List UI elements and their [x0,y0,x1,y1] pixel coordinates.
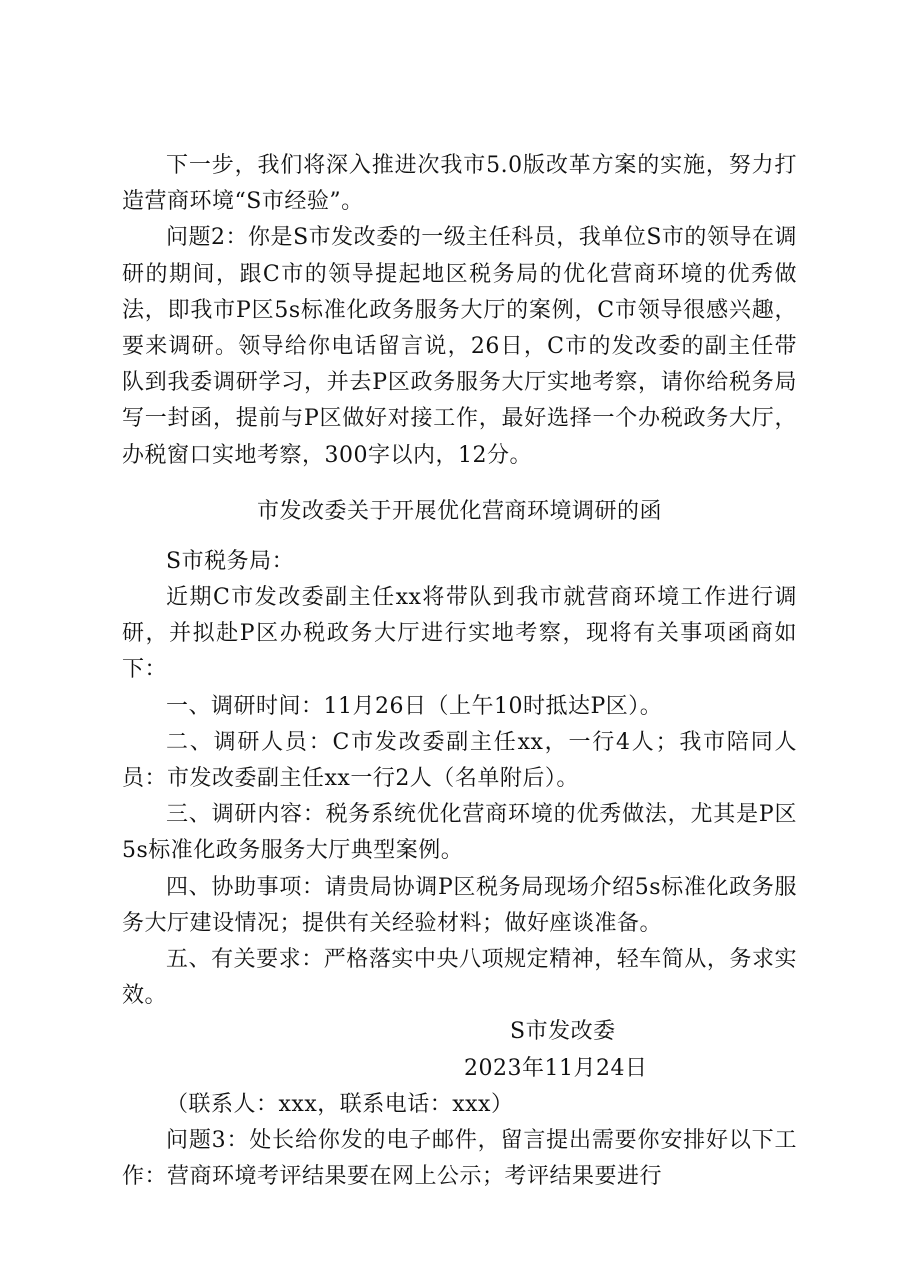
signature-date: 2023年11月24日 [464,1055,648,1081]
letter-item-personnel: 二、调研人员：C市发改委副主任xx，一行4人；我市陪同人员：市发改委副主任xx一行2人（名单附后）。 [122,729,797,792]
letter-item-requirements: 五、有关要求：严格落实中央八项规定精神，轻车简从，务求实效。 [122,947,797,1009]
letter-item-content: 三、调研内容：税务系统优化营商环境的优秀做法，尤其是P区5s标准化政务服务大厅典型案例。 [122,802,797,864]
letter-title: 市发改委关于开展优化营商环境调研的函 [256,498,662,524]
signature-org: S市发改委 [510,1019,616,1045]
letter-item-time: 一、调研时间：11月26日（上午10时抵达P区）。 [166,693,663,719]
contact-line: （联系人：xxx，联系电话：xxx） [166,1091,514,1117]
paragraph-next-step: 下一步，我们将深入推进次我市5.0版改革方案的实施，努力打造营商环境“S市经验”。 [122,153,797,215]
document-page [122,148,797,1195]
letter-salutation: S市税务局： [166,548,295,574]
question-2-paragraph: 问题2：你是S市发改委的一级主任科员，我单位S市的领导在调研的期间，跟C市的领导提起地区税务局的优化营商环境的优秀做法，即我市P区5s标准化政务服务大厅的案例，C市领导很感兴趣，要来调研。领导给你电话留言说，26日，C市的发改委的副主任带队到我委调研学习，并去P区政务服务大厅实地考察，请你给税务局写一封函，提前与P区做好对接工作，最好选择一个办税政务大厅，办税窗口实地考察，300字以内，12分。 [122,225,797,468]
letter-item-assistance: 四、协助事项：请贵局协调P区税务局现场介绍5s标准化政务服务大厅建设情况；提供有关经验材料；做好座谈准备。 [122,874,797,936]
question-3-paragraph: 问题3：处长给你发的电子邮件，留言提出需要你安排好以下工作：营商环境考评结果要在网上公示；考评结果要进行 [122,1128,797,1190]
letter-body: 近期C市发改委副主任xx将带队到我市就营商环境工作进行调研，并拟赴P区办税政务大厅进行实地考察，现将有关事项函商如下： [122,585,797,683]
